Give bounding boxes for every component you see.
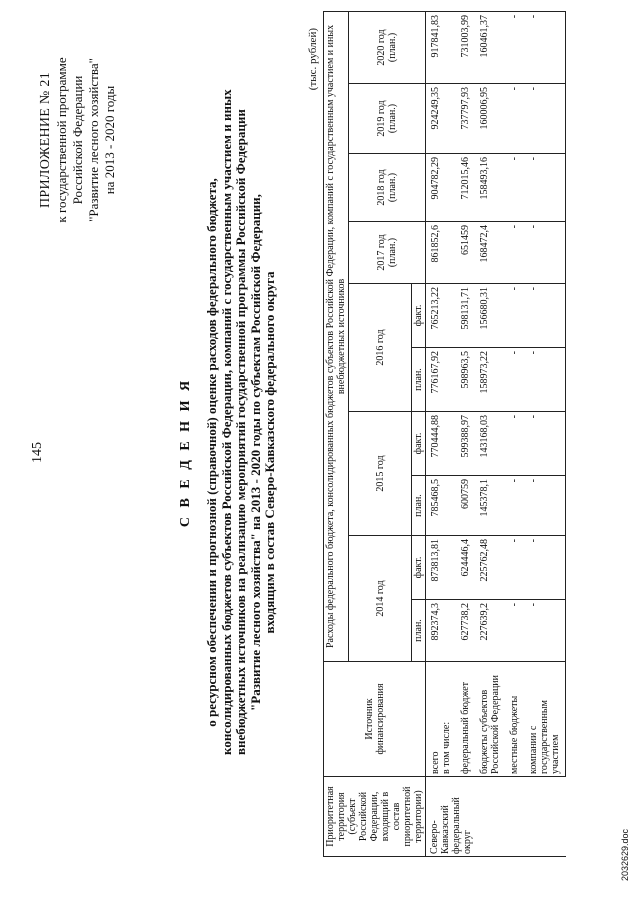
value-cell: - <box>524 11 566 83</box>
value-cell: 770444,88 <box>426 412 457 476</box>
header-plan: план. <box>412 348 426 412</box>
value-cell: 600759 <box>456 476 475 536</box>
subtitle-line: внебюджетных источников на реализацию мероприятий государственной программы Российской Федерации <box>233 109 248 755</box>
value-cell: 627738,2 <box>456 600 475 662</box>
value-cell: - <box>524 536 566 600</box>
value-cell: - <box>524 222 566 284</box>
source-cell <box>426 662 457 777</box>
value-cell: 624446,4 <box>456 536 475 600</box>
table-row <box>426 11 457 856</box>
value-cell: 924249,35 <box>426 84 457 154</box>
appendix-block <box>38 30 118 250</box>
territory-cell: Северо-Кавказский федеральный округ <box>426 777 566 857</box>
subtitle-line: консолидированных бюджетов субъектов Российской Федерации, компаний с государственным участием и иных <box>218 89 234 755</box>
value-cell: 765213,22 <box>426 284 457 348</box>
value-cell: 143168,03 <box>475 412 505 476</box>
header-year-2015: 2015 год <box>349 412 412 536</box>
value-cell: - <box>505 154 524 222</box>
value-cell: 599388,97 <box>456 412 475 476</box>
header-fact: факт. <box>412 536 426 600</box>
value-cell: 731003,99 <box>456 11 475 83</box>
source-note: в том числе: <box>441 721 452 774</box>
document-title: С В Е Д Е Н И Я <box>178 377 193 528</box>
footer-filename: 2032629.doc <box>620 828 630 881</box>
header-plan: план. <box>412 600 426 662</box>
expenses-table <box>323 11 566 857</box>
value-cell: - <box>524 412 566 476</box>
value-cell: 861852,6 <box>426 222 457 284</box>
value-cell: 160461,37 <box>475 11 505 83</box>
source-cell: бюджеты субъектов Российской Федерации <box>475 662 505 777</box>
page-number: 145 <box>30 442 45 463</box>
header-territory: Приоритетная территория (субъект Российской Федерации, входящий в состав приоритетной территории) <box>324 777 426 857</box>
value-cell: - <box>505 476 524 536</box>
value-cell: 598963,5 <box>456 348 475 412</box>
document-subtitle <box>204 89 278 755</box>
value-cell: 160006,95 <box>475 84 505 154</box>
table-row <box>456 11 475 856</box>
source-cell: компании с государственным участием <box>524 662 566 777</box>
value-cell: 917841,83 <box>426 11 457 83</box>
appendix-title: ПРИЛОЖЕНИЕ № 21 <box>38 72 53 208</box>
value-cell: - <box>524 476 566 536</box>
value-cell: - <box>505 412 524 476</box>
value-cell: - <box>505 284 524 348</box>
value-cell: 158493,16 <box>475 154 505 222</box>
header-year-2017: 2017 год (план.) <box>349 222 426 284</box>
value-cell: 785468,5 <box>426 476 457 536</box>
subtitle-line: "Развитие лесного хозяйства" на 2013 - 2020 годы по субъектам Российской Федерации, <box>247 194 263 711</box>
value-cell: 873813,81 <box>426 536 457 600</box>
table-row <box>524 11 566 856</box>
header-year-2019: 2019 год (план.) <box>349 84 426 154</box>
header-year-2014: 2014 год <box>349 536 412 662</box>
header-fact: факт. <box>412 412 426 476</box>
table-row <box>505 11 524 856</box>
header-expenses: Расходы федерального бюджета, консолидированных бюджетов субъектов Российской Федерации, компаний с государственным участием и иных внебюджетных источников <box>324 11 349 661</box>
value-cell: 227639,2 <box>475 600 505 662</box>
appendix-line: к государственной программе <box>54 57 69 223</box>
header-fact: факт. <box>412 284 426 348</box>
value-cell: 712015,46 <box>456 154 475 222</box>
value-cell: 225762,48 <box>475 536 505 600</box>
value-cell: 156680,31 <box>475 284 505 348</box>
value-cell: - <box>524 84 566 154</box>
value-cell: - <box>524 284 566 348</box>
header-source: Источник финансирования <box>324 662 426 777</box>
value-cell: 651459 <box>456 222 475 284</box>
subtitle-line: входящим в состав Северо-Кавказского федерального округа <box>262 271 277 634</box>
header-year-2018: 2018 год (план.) <box>349 154 426 222</box>
table-row <box>475 11 505 856</box>
value-cell: - <box>524 348 566 412</box>
value-cell: - <box>505 84 524 154</box>
header-year-2020: 2020 год (план.) <box>349 11 426 83</box>
value-cell: 158973,22 <box>475 348 505 412</box>
value-cell: - <box>505 536 524 600</box>
value-cell: - <box>524 154 566 222</box>
units-label: (тыс. рублей) <box>307 28 319 91</box>
value-cell: - <box>505 11 524 83</box>
value-cell: 145378,1 <box>475 476 505 536</box>
appendix-line: "Развитие лесного хозяйства" <box>86 58 101 222</box>
appendix-line: Российской Федерации <box>70 75 85 205</box>
value-cell: 737797,93 <box>456 84 475 154</box>
value-cell: 904782,29 <box>426 154 457 222</box>
value-cell: - <box>524 600 566 662</box>
value-cell: 168472,4 <box>475 222 505 284</box>
value-cell: - <box>505 600 524 662</box>
appendix-line: на 2013 - 2020 годы <box>102 85 117 195</box>
header-year-2016: 2016 год <box>349 284 412 412</box>
value-cell: 598131,71 <box>456 284 475 348</box>
value-cell: 776167,92 <box>426 348 457 412</box>
value-cell: - <box>505 222 524 284</box>
value-cell: - <box>505 348 524 412</box>
value-cell: 892374,3 <box>426 600 457 662</box>
subtitle-line: о ресурсном обеспечении и прогнозной (справочной) оценке расходов федерального бюджета, <box>204 178 219 727</box>
source-label: всего <box>430 751 441 774</box>
header-plan: план. <box>412 476 426 536</box>
source-cell: федеральный бюджет <box>456 662 475 777</box>
source-cell: местные бюджеты <box>505 662 524 777</box>
